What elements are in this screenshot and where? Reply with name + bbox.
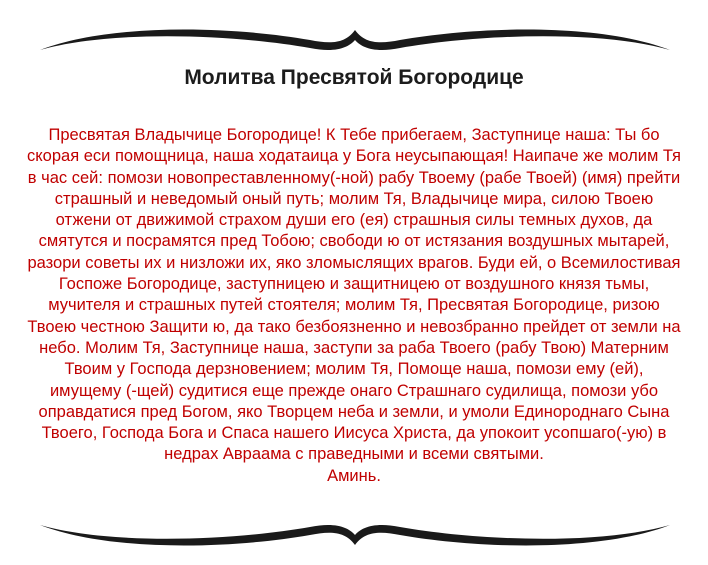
prayer-line: Твоею честною Защити ю, да тако безбоязненно и невозбранно прейдет от земли на [27, 317, 681, 336]
prayer-line: небо. Молим Тя, Заступнице наша, заступи за раба Твоего (рабу Твою) Матерним [39, 338, 669, 357]
prayer-line: страшный и неведомый оный путь; молим Тя, Владычице мира, силою Твоею [54, 189, 654, 208]
prayer-line: Твоим у Господа дерзновением; молим Тя, Помоще наша, помози ему (ей), [64, 360, 644, 379]
prayer-line: имущему (-щей) судитися еще прежде онаго Страшнаго судилища, помози убо [49, 381, 659, 400]
bottom-ornament-divider [30, 517, 680, 557]
prayer-amen: Аминь. [327, 466, 381, 485]
prayer-line: скорая еси помощница, наша ходатаица у Бога неусыпающая! Наипаче же молим Тя [27, 147, 681, 166]
prayer-line: Твоего, Господа Бога и Спаса нашего Иисуса Христа, да упокоит усопшаго(-ую) в [41, 424, 667, 443]
prayer-line: мучителя и страшных путей стоятеля; молим Тя, Пресвятая Богородице, ризою [48, 296, 660, 315]
prayer-line: недрах Авраама с праведными и всеми святыми. [164, 445, 544, 464]
prayer-line: отжени от движимой страхом души его (ея) страшныя силы темных духов, да [55, 211, 653, 230]
prayer-title: Молитва Пресвятой Богородице [184, 66, 524, 89]
prayer-line: Пресвятая Владычице Богородице! К Тебе прибегаем, Заступнице наша: Ты бо [48, 126, 660, 144]
prayer-text [0, 125, 708, 487]
prayer-line: в час сей: помози новопреставленному(-ной) рабу Твоему (рабе Твоей) (имя) прейти [27, 168, 681, 187]
prayer-line: смятутся и посрамятся пред Тобою; свободи ю от истязания воздушных мытарей, [38, 232, 670, 251]
prayer-line: Госпоже Богородице, заступницею и защитницею от воздушного князя тьмы, [58, 275, 650, 294]
prayer-line: оправдатися пред Богом, яко Творцем неба и земли, и умоли Единороднаго Сына [38, 402, 670, 421]
prayer-line: разори советы их и низложи их, яко зломыслящих врагов. Буди ей, о Всемилостивая [27, 253, 681, 272]
top-ornament-divider [30, 18, 680, 58]
